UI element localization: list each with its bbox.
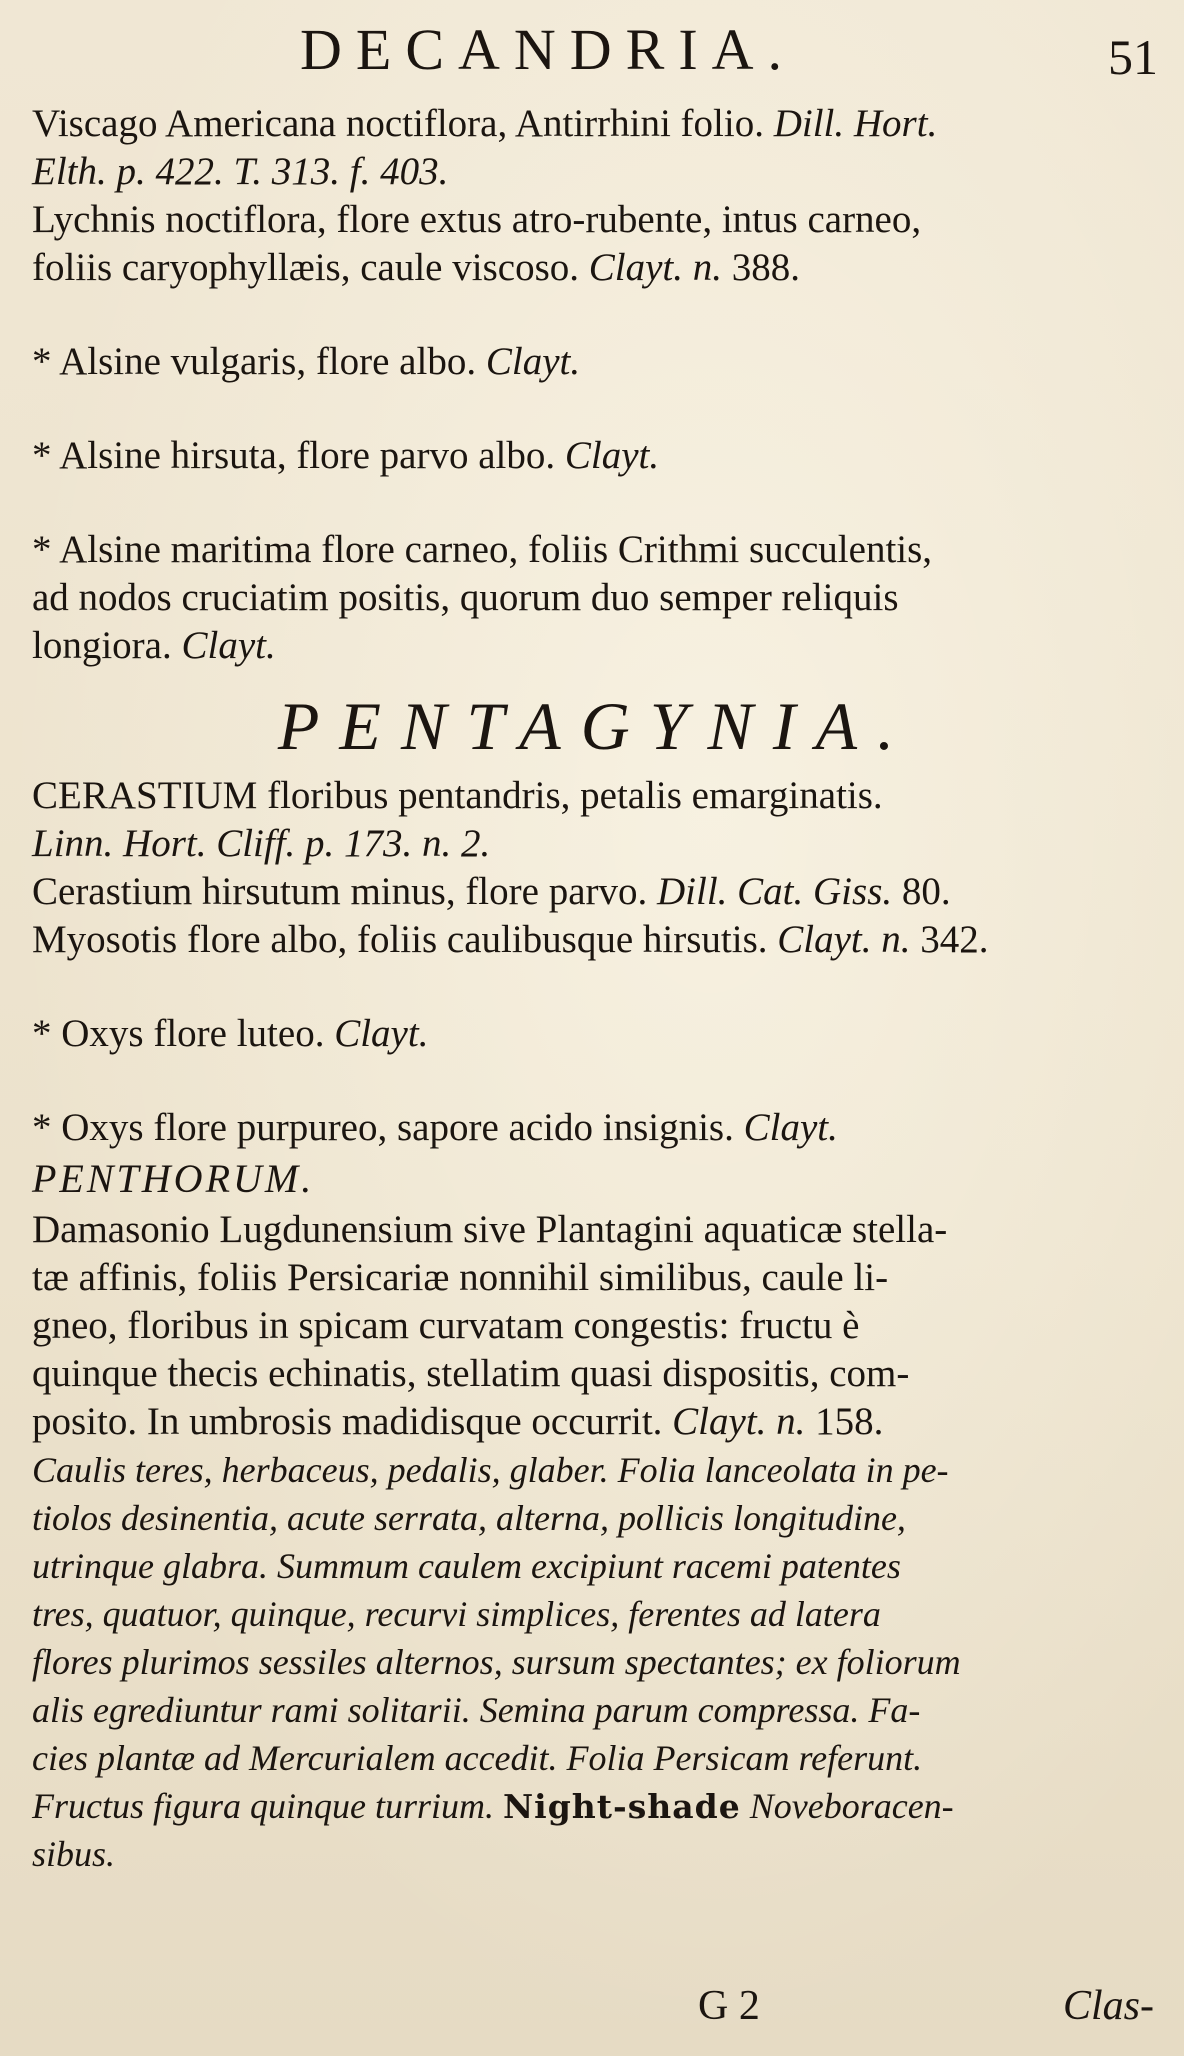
roman-text: quinque thecis echinatis, stellatim quasi dispositis, com-: [32, 1352, 910, 1395]
entry-oxys-luteo: [32, 1010, 1160, 1058]
text-line: [32, 1494, 1160, 1542]
italic-text: alis egrediuntur rami solitarii. Semina parum compressa. Fa-: [32, 1690, 921, 1730]
text-line: [32, 820, 1160, 868]
penthorum-text: [32, 1206, 1160, 1446]
text-line: [32, 1734, 1160, 1782]
entry-oxys-purpureo: [32, 1104, 1160, 1152]
roman-text: * Alsine maritima flore carneo, foliis Crithmi succulentis,: [32, 528, 933, 571]
roman-text: Viscago Americana noctiflora, Antirrhini folio.: [32, 102, 774, 145]
roman-text: gneo, floribus in spicam curvatam congestis: fructu è: [32, 1304, 860, 1347]
italic-text: tres, quatuor, quinque, recurvi simplices, ferentes ad latera: [32, 1594, 881, 1634]
italic-text: Dill. Cat. Giss.: [657, 870, 893, 913]
text-line: [32, 1010, 1160, 1058]
page-number: 51: [1108, 29, 1158, 85]
text-line: [32, 1254, 1160, 1302]
text-line: [32, 338, 1160, 386]
catchword: Clas-: [1062, 1983, 1154, 2029]
italic-text: Fructus figura quinque turrium.: [32, 1786, 504, 1826]
text-line: [32, 244, 1160, 292]
roman-text: 342.: [910, 918, 989, 961]
roman-text: * Alsine vulgaris, flore albo.: [32, 340, 486, 383]
page-body: [32, 100, 1160, 1878]
roman-text: Myosotis flore albo, foliis caulibusque hirsutis.: [32, 918, 778, 961]
text-line: [32, 916, 1160, 964]
text-line: [32, 622, 1160, 670]
text-line: [32, 148, 1160, 196]
text-line: [32, 772, 1160, 820]
text-line: [32, 1542, 1160, 1590]
entry-cerastium: [32, 772, 1160, 964]
italic-text: Dill. Hort.: [773, 102, 938, 145]
italic-text: cies plantæ ad Mercurialem accedit. Folia Persicam referunt.: [32, 1738, 923, 1778]
italic-text: flores plurimos sessiles alternos, sursum spectantes; ex foliorum: [32, 1642, 961, 1682]
italic-text: Linn. Hort. Cliff. p. 173. n. 2.: [32, 822, 491, 865]
signature-mark: G 2: [698, 1983, 760, 2029]
roman-text: longiora.: [32, 624, 182, 667]
entry-gap: [32, 292, 1160, 338]
text-line: [32, 1206, 1160, 1254]
text-line: [32, 1830, 1160, 1878]
italic-text: Caulis teres, herbaceus, pedalis, glaber. Folia lanceolata in pe-: [32, 1450, 949, 1490]
entry-alsine-hirsuta: [32, 432, 1160, 480]
text-line: [32, 1590, 1160, 1638]
entry-gap: [32, 1058, 1160, 1104]
text-line: [32, 1104, 1160, 1152]
roman-text: Cerastium hirsutum minus, flore parvo.: [32, 870, 657, 913]
roman-text: Damasonio Lugdunensium sive Plantagini aquaticæ stella-: [32, 1208, 948, 1251]
entry-gap: [32, 386, 1160, 432]
text-line: [32, 1302, 1160, 1350]
italic-text: Noveboracen-: [740, 1786, 954, 1826]
page-footer: [0, 1982, 1184, 2042]
roman-text: ad nodos cruciatim positis, quorum duo semper reliquis: [32, 576, 899, 619]
entry-gap: [32, 480, 1160, 526]
italic-text: tiolos desinentia, acute serrata, alterna, pollicis longitudine,: [32, 1498, 906, 1538]
roman-text: posito. In umbrosis madidisque occurrit.: [32, 1400, 673, 1443]
text-line: [32, 1638, 1160, 1686]
blackletter-text: Night-shade: [503, 1787, 741, 1826]
italic-text: Clayt.: [485, 340, 581, 383]
italic-text: Elth. p. 422. T. 313. f. 403.: [32, 150, 449, 193]
italic-text: Clayt. n.: [672, 1400, 806, 1443]
roman-text: * Alsine hirsuta, flore parvo albo.: [32, 434, 565, 477]
roman-text: 388.: [722, 246, 800, 289]
penthorum-description: [32, 1446, 1160, 1878]
text-line: [32, 526, 1160, 574]
italic-text: Clayt.: [743, 1106, 838, 1149]
roman-text: * Oxys flore luteo.: [32, 1012, 335, 1055]
italic-text: Clayt.: [334, 1012, 429, 1055]
entry-gap: [32, 964, 1160, 1010]
running-title: DECANDRIA.: [300, 17, 797, 82]
text-line: [32, 100, 1160, 148]
roman-text: CERASTIUM floribus pentandris, petalis emarginatis.: [32, 774, 883, 817]
italic-text: Clayt. n.: [777, 918, 911, 961]
entry-alsine-vulgaris: [32, 338, 1160, 386]
section-title: PENTAGYNIA.: [277, 688, 915, 764]
text-line: [32, 432, 1160, 480]
italic-text: utrinque glabra. Summum caulem excipiunt racemi patentes: [32, 1546, 901, 1586]
italic-text: Clayt. n.: [588, 246, 722, 289]
italic-text: Clayt.: [181, 624, 276, 667]
text-line: [32, 196, 1160, 244]
text-line: [32, 1398, 1160, 1446]
roman-text: Lychnis noctiflora, flore extus atro-rubente, intus carneo,: [32, 198, 922, 241]
roman-text: foliis caryophyllæis, caule viscoso.: [32, 246, 589, 289]
text-line: [32, 574, 1160, 622]
text-line: [32, 1350, 1160, 1398]
entry-alsine-maritima: [32, 526, 1160, 670]
text-line: [32, 1782, 1160, 1830]
roman-text: * Oxys flore purpureo, sapore acido insignis.: [32, 1106, 744, 1149]
entries-decandria: [32, 100, 1160, 670]
text-line: [32, 1446, 1160, 1494]
italic-text: Clayt.: [564, 434, 660, 477]
entry-viscago: [32, 100, 1160, 292]
roman-text: 158.: [805, 1400, 884, 1443]
italic-text: sibus.: [32, 1834, 116, 1874]
text-line: [32, 868, 1160, 916]
roman-text: tæ affinis, foliis Persicariæ nonnihil similibus, caule li-: [32, 1256, 889, 1299]
page-header: [0, 12, 1184, 85]
roman-text: 80.: [892, 870, 951, 913]
entries-pentagynia: [32, 772, 1160, 1152]
genus-heading: PENTHORUM.: [32, 1156, 315, 1201]
text-line: [32, 1686, 1160, 1734]
